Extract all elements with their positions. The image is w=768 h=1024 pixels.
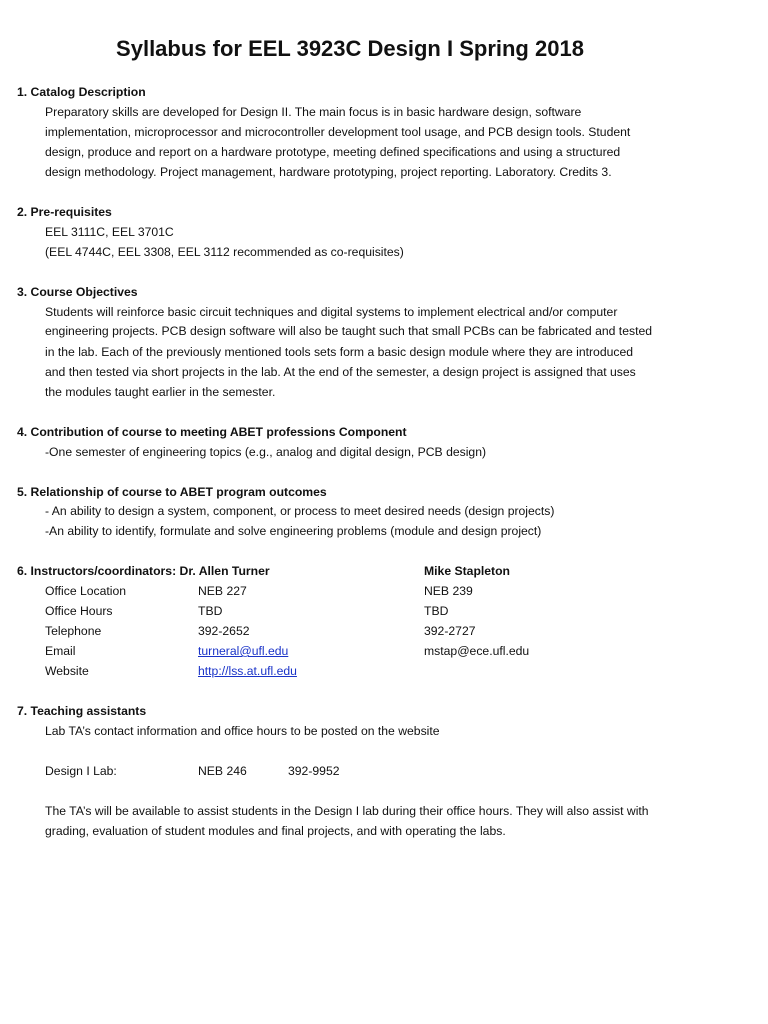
- section-heading-objectives: 3. Course Objectives: [17, 285, 138, 299]
- catalog-line: Preparatory skills are developed for Design II. The main focus is in basic hardware design, software: [45, 105, 582, 119]
- design-lab-room: NEB 246: [198, 764, 247, 778]
- section-heading-tas: 7. Teaching assistants: [17, 704, 147, 718]
- turner-email-link[interactable]: turneral@ufl.edu: [198, 644, 289, 658]
- ta-intro: Lab TA’s contact information and office hours to be posted on the website: [45, 724, 440, 738]
- section-heading-abet-component: 4. Contribution of course to meeting ABET professions Component: [17, 425, 407, 439]
- instructor-row-label: Office Hours: [45, 604, 113, 618]
- instructor-row-label: Website: [45, 664, 89, 678]
- objectives-line: engineering projects. PCB design software will also be taught such that small PCBs can be fabricated and tested: [45, 324, 653, 338]
- objectives-line: and then tested via short projects in the lab. At the end of the semester, a design project is assigned that uses: [45, 365, 636, 379]
- objectives-line: in the lab. Each of the previously mentioned tools sets form a basic design module where they are introduced: [45, 345, 634, 359]
- instructor-row-label: Telephone: [45, 624, 102, 638]
- turner-telephone: 392-2652: [198, 624, 250, 638]
- catalog-line: implementation, microprocessor and microcontroller development tool usage, and PCB design tools. Student: [45, 125, 631, 139]
- abet-component-line: -One semester of engineering topics (e.g., analog and digital design, PCB design): [45, 445, 487, 459]
- instructor-row-label: Email: [45, 644, 76, 658]
- prereq-line: EEL 3111C, EEL 3701C: [45, 225, 174, 239]
- section-heading-abet-outcomes: 5. Relationship of course to ABET program outcomes: [17, 485, 327, 499]
- catalog-line: design, produce and report on a hardware prototype, meeting defined specifications and using a structured: [45, 145, 621, 159]
- second-instructor-name: Mike Stapleton: [424, 564, 511, 578]
- design-lab-label: Design I Lab:: [45, 764, 117, 778]
- section-heading-instructors: 6. Instructors/coordinators: Dr. Allen Turner: [17, 564, 270, 578]
- ta-line: The TA’s will be available to assist students in the Design I lab during their office hours. They will also assist with: [45, 804, 649, 818]
- stapleton-telephone: 392-2727: [424, 624, 476, 638]
- stapleton-office-location: NEB 239: [424, 584, 473, 598]
- objectives-line: Students will reinforce basic circuit techniques and digital systems to implement electrical and/or computer: [45, 305, 618, 319]
- stapleton-email: mstap@ece.ufl.edu: [424, 644, 530, 658]
- objectives-line: the modules taught earlier in the semester.: [45, 385, 276, 399]
- design-lab-phone: 392-9952: [288, 764, 340, 778]
- turner-office-hours: TBD: [198, 604, 223, 618]
- turner-office-location: NEB 227: [198, 584, 247, 598]
- stapleton-office-hours: TBD: [424, 604, 449, 618]
- page-title: Syllabus for EEL 3923C Design I Spring 2018: [116, 36, 584, 61]
- ta-line: grading, evaluation of student modules and final projects, and with operating the labs.: [45, 824, 506, 838]
- instructor-row-label: Office Location: [45, 584, 127, 598]
- prereq-line: (EEL 4744C, EEL 3308, EEL 3112 recommended as co-requisites): [45, 245, 404, 259]
- catalog-line: design methodology. Project management, hardware prototyping, project reporting. Laboratory. Credits 3.: [45, 165, 612, 179]
- website-link[interactable]: http://lss.at.ufl.edu: [198, 664, 297, 678]
- abet-outcomes-line: -An ability to identify, formulate and solve engineering problems (module and design project): [45, 524, 542, 538]
- section-heading-prereq: 2. Pre-requisites: [17, 205, 112, 219]
- abet-outcomes-line: - An ability to design a system, component, or process to meet desired needs (design projects): [45, 504, 555, 518]
- section-heading-catalog: 1. Catalog Description: [17, 85, 146, 99]
